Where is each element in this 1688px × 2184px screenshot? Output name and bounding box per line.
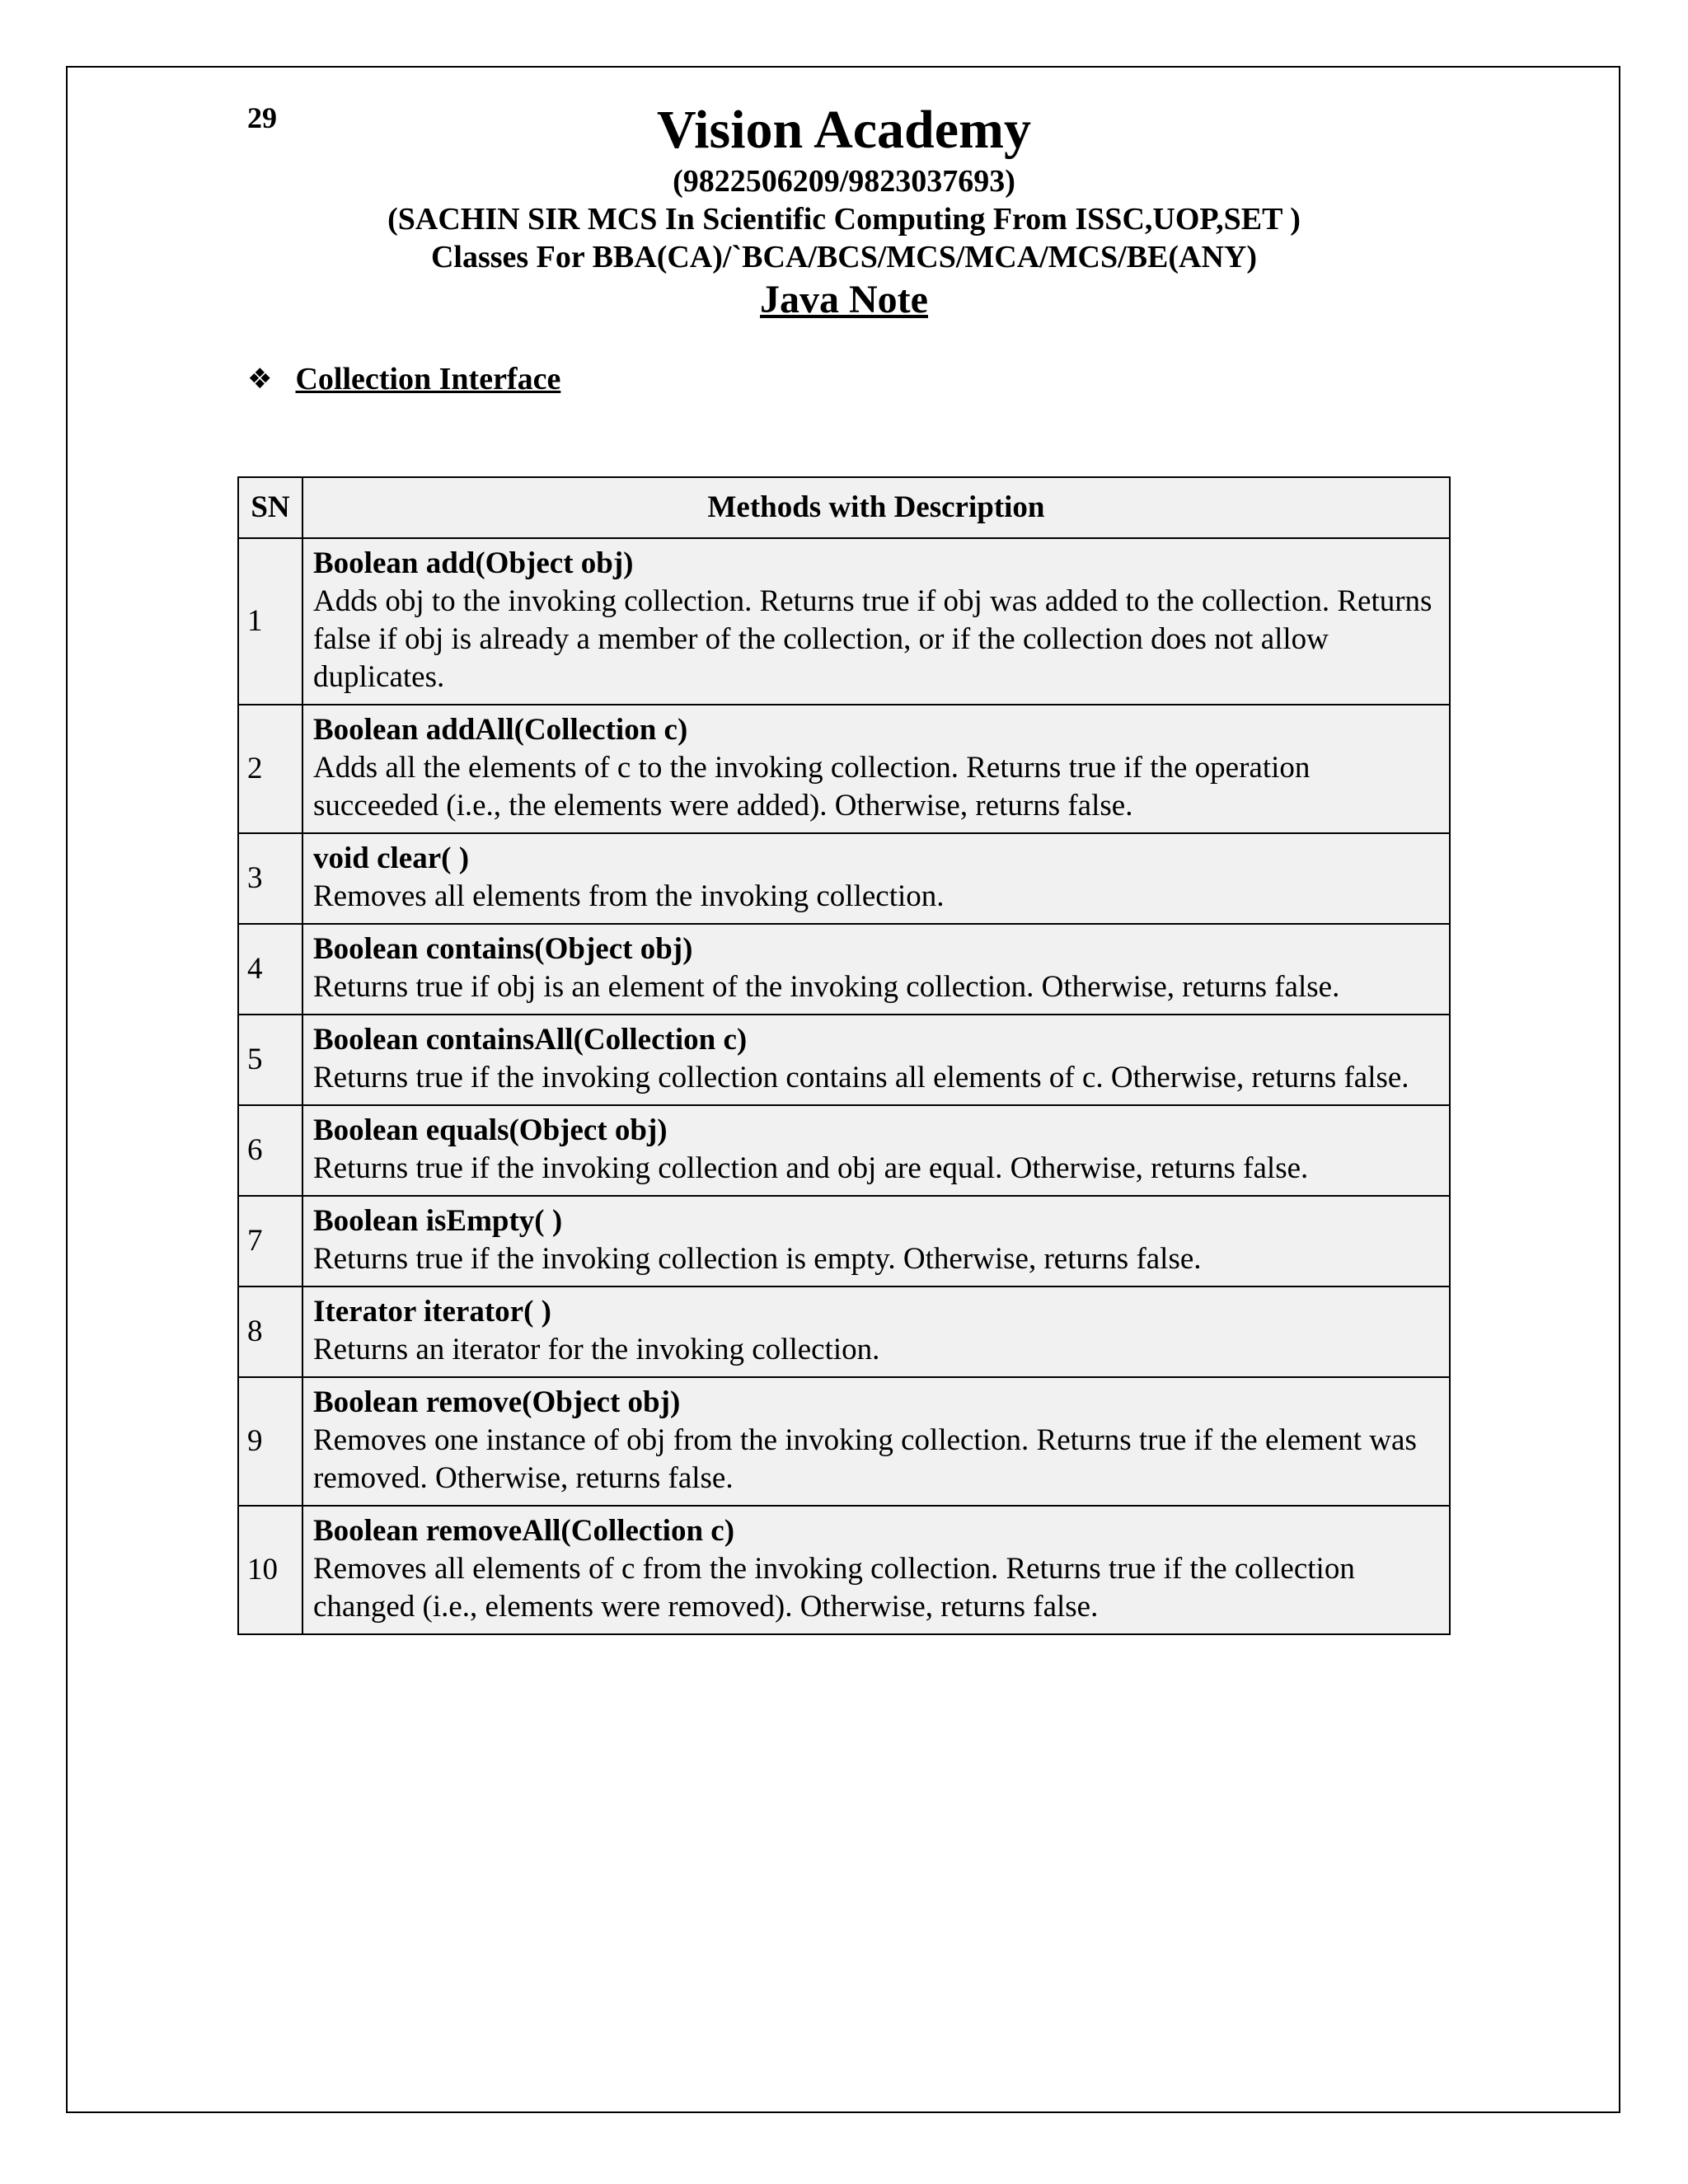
method-cell bbox=[302, 1377, 1450, 1506]
table-row bbox=[238, 538, 1450, 705]
method-description: Returns true if the invoking collection contains all elements of c. Otherwise, returns false. bbox=[313, 1061, 1409, 1094]
method-cell bbox=[302, 1506, 1450, 1634]
phone-numbers: (9822506209/9823037693) bbox=[673, 164, 1015, 199]
method-signature: Boolean remove(Object obj) bbox=[313, 1385, 681, 1419]
method-description: Removes all elements of c from the invoking collection. Returns true if the collection changed (i.e., elements were removed). Otherwise, returns false. bbox=[313, 1552, 1355, 1624]
method-cell bbox=[302, 1196, 1450, 1286]
table-row bbox=[238, 1506, 1450, 1634]
column-header-sn: SN bbox=[238, 477, 302, 538]
method-cell bbox=[302, 1286, 1450, 1377]
method-signature: Boolean containsAll(Collection c) bbox=[313, 1023, 748, 1057]
method-description: Returns true if obj is an element of the invoking collection. Otherwise, returns false. bbox=[313, 970, 1340, 1004]
method-signature: Boolean removeAll(Collection c) bbox=[313, 1514, 735, 1548]
row-number: 1 bbox=[238, 538, 302, 705]
row-number: 9 bbox=[238, 1377, 302, 1506]
row-number: 5 bbox=[238, 1015, 302, 1105]
method-signature: Boolean isEmpty( ) bbox=[313, 1204, 563, 1238]
method-signature: Boolean addAll(Collection c) bbox=[313, 713, 688, 747]
diamond-bullet-icon: ❖ bbox=[247, 363, 273, 396]
row-number: 10 bbox=[238, 1506, 302, 1634]
method-cell bbox=[302, 924, 1450, 1015]
table-row bbox=[238, 705, 1450, 833]
method-signature: Iterator iterator( ) bbox=[313, 1295, 551, 1329]
academy-title: Vision Academy bbox=[656, 100, 1032, 160]
method-description: Returns true if the invoking collection is empty. Otherwise, returns false. bbox=[313, 1242, 1202, 1276]
row-number: 4 bbox=[238, 924, 302, 1015]
table-row bbox=[238, 833, 1450, 924]
method-signature: Boolean equals(Object obj) bbox=[313, 1113, 668, 1147]
method-signature: Boolean add(Object obj) bbox=[313, 546, 634, 580]
methods-table bbox=[237, 476, 1451, 1635]
method-description: Adds obj to the invoking collection. Returns true if obj was added to the collection. Returns false if obj is already a member of the collection, or if the collection does not allow duplicates. bbox=[313, 584, 1432, 694]
method-signature: void clear( ) bbox=[313, 841, 470, 875]
table-row bbox=[238, 1105, 1450, 1196]
method-cell bbox=[302, 1105, 1450, 1196]
row-number: 7 bbox=[238, 1196, 302, 1286]
table-header-row bbox=[238, 477, 1450, 538]
method-cell bbox=[302, 538, 1450, 705]
note-title: Java Note bbox=[760, 278, 928, 321]
table-row bbox=[238, 1015, 1450, 1105]
column-header-description: Methods with Description bbox=[302, 477, 1450, 538]
classes-info: Classes For BBA(CA)/`BCA/BCS/MCS/MCA/MCS/BE(ANY) bbox=[430, 240, 1258, 274]
table-row bbox=[238, 1286, 1450, 1377]
row-number: 3 bbox=[238, 833, 302, 924]
method-signature: Boolean contains(Object obj) bbox=[313, 932, 693, 966]
method-description: Returns an iterator for the invoking collection. bbox=[313, 1333, 880, 1366]
method-description: Returns true if the invoking collection and obj are equal. Otherwise, returns false. bbox=[313, 1151, 1309, 1185]
section-heading: Collection Interface bbox=[295, 362, 561, 396]
table-row bbox=[238, 924, 1450, 1015]
page-number: 29 bbox=[247, 101, 277, 134]
method-cell bbox=[302, 705, 1450, 833]
row-number: 6 bbox=[238, 1105, 302, 1196]
section-heading-row bbox=[247, 361, 560, 397]
method-description: Removes all elements from the invoking collection. bbox=[313, 879, 945, 913]
table-row bbox=[238, 1377, 1450, 1506]
row-number: 8 bbox=[238, 1286, 302, 1377]
method-cell bbox=[302, 833, 1450, 924]
row-number: 2 bbox=[238, 705, 302, 833]
method-description: Adds all the elements of c to the invoking collection. Returns true if the operation succeeded (i.e., the elements were added). Otherwise, returns false. bbox=[313, 751, 1311, 823]
teacher-info: (SACHIN SIR MCS In Scientific Computing From ISSC,UOP,SET ) bbox=[387, 202, 1301, 237]
method-description: Removes one instance of obj from the invoking collection. Returns true if the element was removed. Otherwise, returns false. bbox=[313, 1423, 1417, 1495]
method-cell bbox=[302, 1015, 1450, 1105]
table-row bbox=[238, 1196, 1450, 1286]
